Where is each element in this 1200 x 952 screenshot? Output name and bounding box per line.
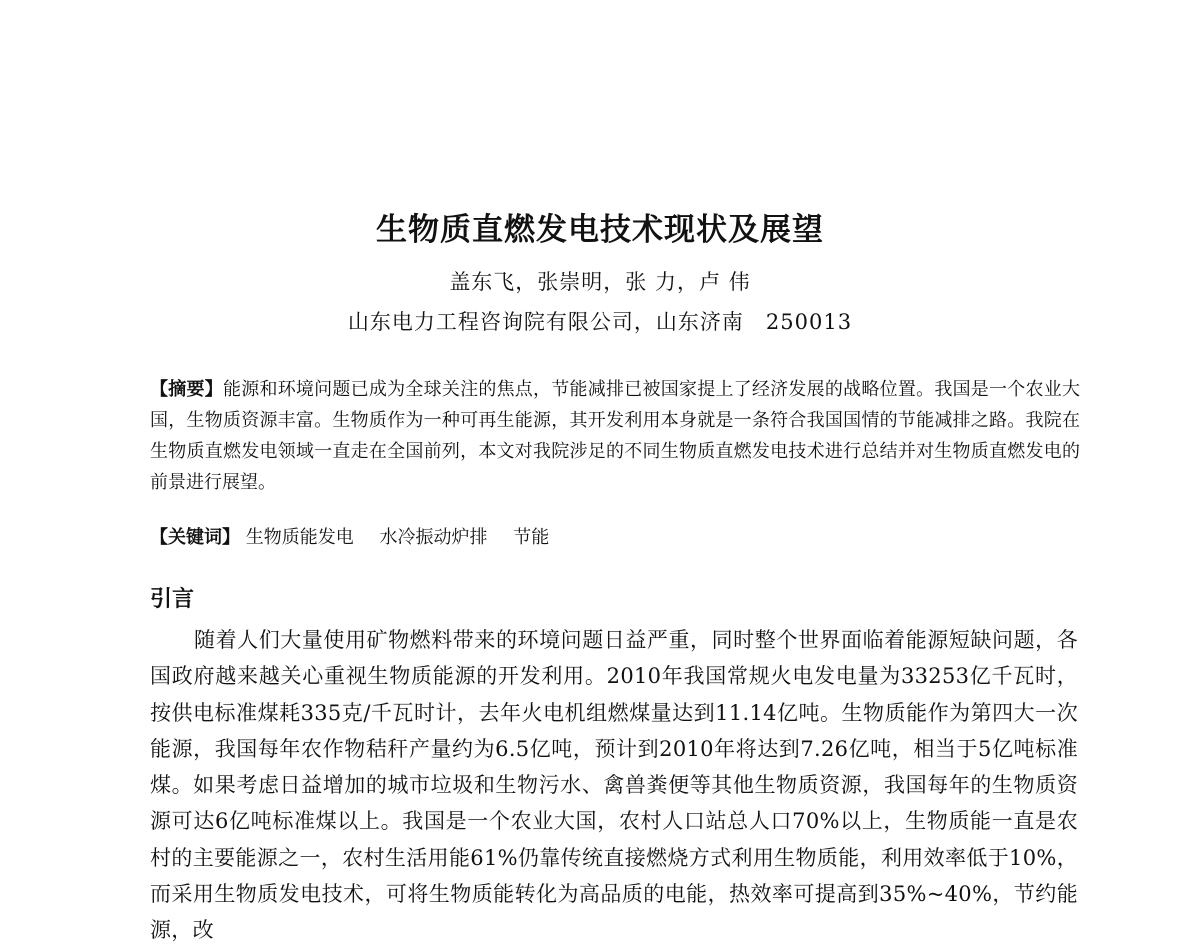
abstract-block — [150, 374, 1080, 498]
abstract-label: 【摘要】 — [150, 379, 223, 400]
keywords-block — [150, 522, 1080, 553]
abstract-text: 能源和环境问题已成为全球关注的焦点，节能减排已被国家提上了经济发展的战略位置。我国是一个农业大国，生物质资源丰富。生物质作为一种可再生能源，其开发利用本身就是一条符合我国国情的节能减排之路。我院在生物质直燃发电领域一直走在全国前列，本文对我院涉足的不同生物质直燃发电技术进行总结并对生物质直燃发电的前景进行展望。 — [150, 379, 1081, 493]
keyword-item: 水冷振动炉排 — [379, 527, 488, 548]
body-paragraph: 随着人们大量使用矿物燃料带来的环境问题日益严重，同时整个世界面临着能源短缺问题，各国政府越来越关心重视生物质能源的开发利用。2010年我国常规火电发电量为33253亿千瓦时，按供电标准煤耗335克/千瓦时计，去年火电机组燃煤量达到11.14亿吨。生物质能作为第四大一次能源，我国每年农作物秸秆产量约为6.5亿吨，预计到2010年将达到7.26亿吨，相当于5亿吨标准煤。如果考虑日益增加的城市垃圾和生物污水、禽兽粪便等其他生物质资源，我国每年的生物质资源可达6亿吨标准煤以上。我国是一个农业大国，农村人口站总人口70%以上，生物质能一直是农村的主要能源之一，农村生活用能61%仍靠传统直接燃烧方式利用生物质能，利用效率低于10%，而采用生物质发电技术，可将生物质能转化为高品质的电能，热效率可提高到35%~40%，节约能源，改 — [150, 628, 1078, 943]
paper-title: 生物质直燃发电技术现状及展望 — [376, 212, 824, 248]
paper-affiliation: 山东电力工程咨询院有限公司，山东济南 250013 — [347, 310, 853, 334]
keywords-label: 【关键词】 — [150, 527, 240, 548]
keyword-item: 生物质能发电 — [245, 527, 354, 548]
paper-authors: 盖东飞，张崇明，张 力，卢 伟 — [449, 270, 751, 294]
section-heading-introduction: 引言 — [150, 587, 195, 612]
keyword-item: 节能 — [513, 527, 550, 548]
